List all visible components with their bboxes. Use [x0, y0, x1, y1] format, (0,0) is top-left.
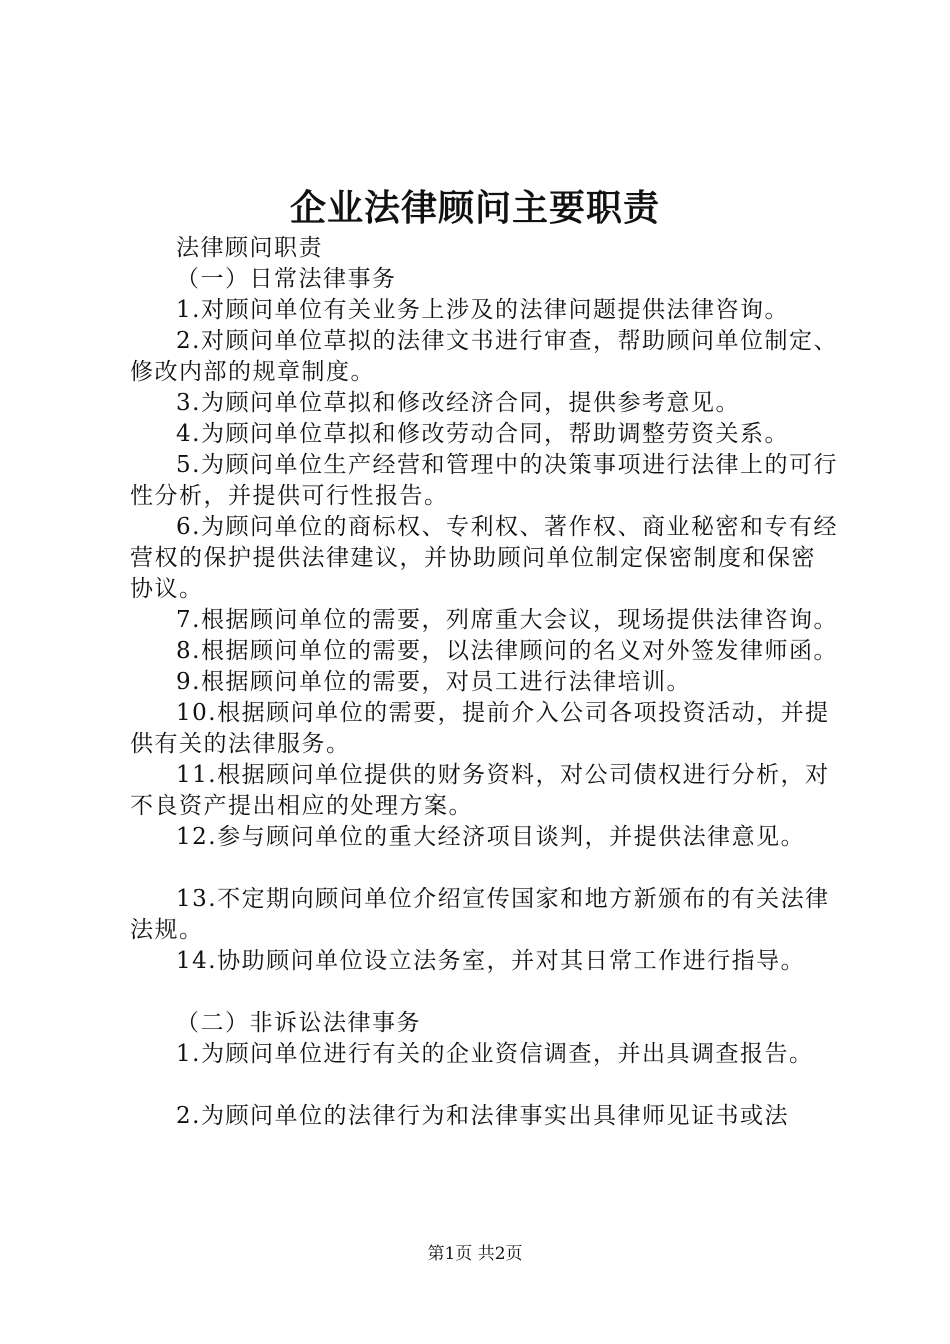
list-item: 1.对顾问单位有关业务上涉及的法律问题提供法律咨询。 — [176, 297, 789, 323]
list-item: 6.为顾问单位的商标权、专利权、著作权、商业秘密和专有经营权的保护提供法律建议，并协助顾问单位制定保密制度和保密协议。 — [130, 514, 838, 602]
list-item: 3.为顾问单位草拟和修改经济合同，提供参考意见。 — [176, 390, 740, 416]
list-item: 2.对顾问单位草拟的法律文书进行审查，帮助顾问单位制定、修改内部的规章制度。 — [130, 328, 838, 385]
section-heading-2: （二）非诉讼法律事务 — [176, 1010, 421, 1036]
list-item: 8.根据顾问单位的需要，以法律顾问的名义对外签发律师函。 — [176, 638, 838, 664]
paragraph-spacer — [130, 853, 840, 884]
list-item: 4.为顾问单位草拟和修改劳动合同，帮助调整劳资关系。 — [176, 421, 789, 447]
document-body — [130, 233, 840, 1132]
list-item: 13.不定期向顾问单位介绍宣传国家和地方新颁布的有关法律法规。 — [130, 886, 830, 943]
list-item: 7.根据顾问单位的需要，列席重大会议，现场提供法律咨询。 — [176, 607, 838, 633]
list-item: 12.参与顾问单位的重大经济项目谈判，并提供法律意见。 — [176, 824, 806, 850]
list-item: 5.为顾问单位生产经营和管理中的决策事项进行法律上的可行性分析，并提供可行性报告。 — [130, 452, 838, 509]
list-item: 1.为顾问单位进行有关的企业资信调查，并出具调查报告。 — [176, 1041, 814, 1067]
paragraph-spacer — [130, 1070, 840, 1101]
list-item: 2.为顾问单位的法律行为和法律事实出具律师见证书或法 — [176, 1103, 789, 1129]
list-item: 10.根据顾问单位的需要，提前介入公司各项投资活动，并提供有关的法律服务。 — [130, 700, 830, 757]
paragraph-spacer — [130, 977, 840, 1008]
section-heading-1: （一）日常法律事务 — [176, 266, 397, 292]
list-item: 14.协助顾问单位设立法务室，并对其日常工作进行指导。 — [176, 948, 806, 974]
list-item: 11.根据顾问单位提供的财务资料，对公司债权进行分析，对不良资产提出相应的处理方案。 — [130, 762, 830, 819]
list-item: 9.根据顾问单位的需要，对员工进行法律培训。 — [176, 669, 691, 695]
heading-paragraph: 法律顾问职责 — [176, 235, 323, 261]
page-footer: 第1页 共2页 — [427, 1244, 523, 1264]
document-title: 企业法律顾问主要职责 — [289, 187, 660, 229]
